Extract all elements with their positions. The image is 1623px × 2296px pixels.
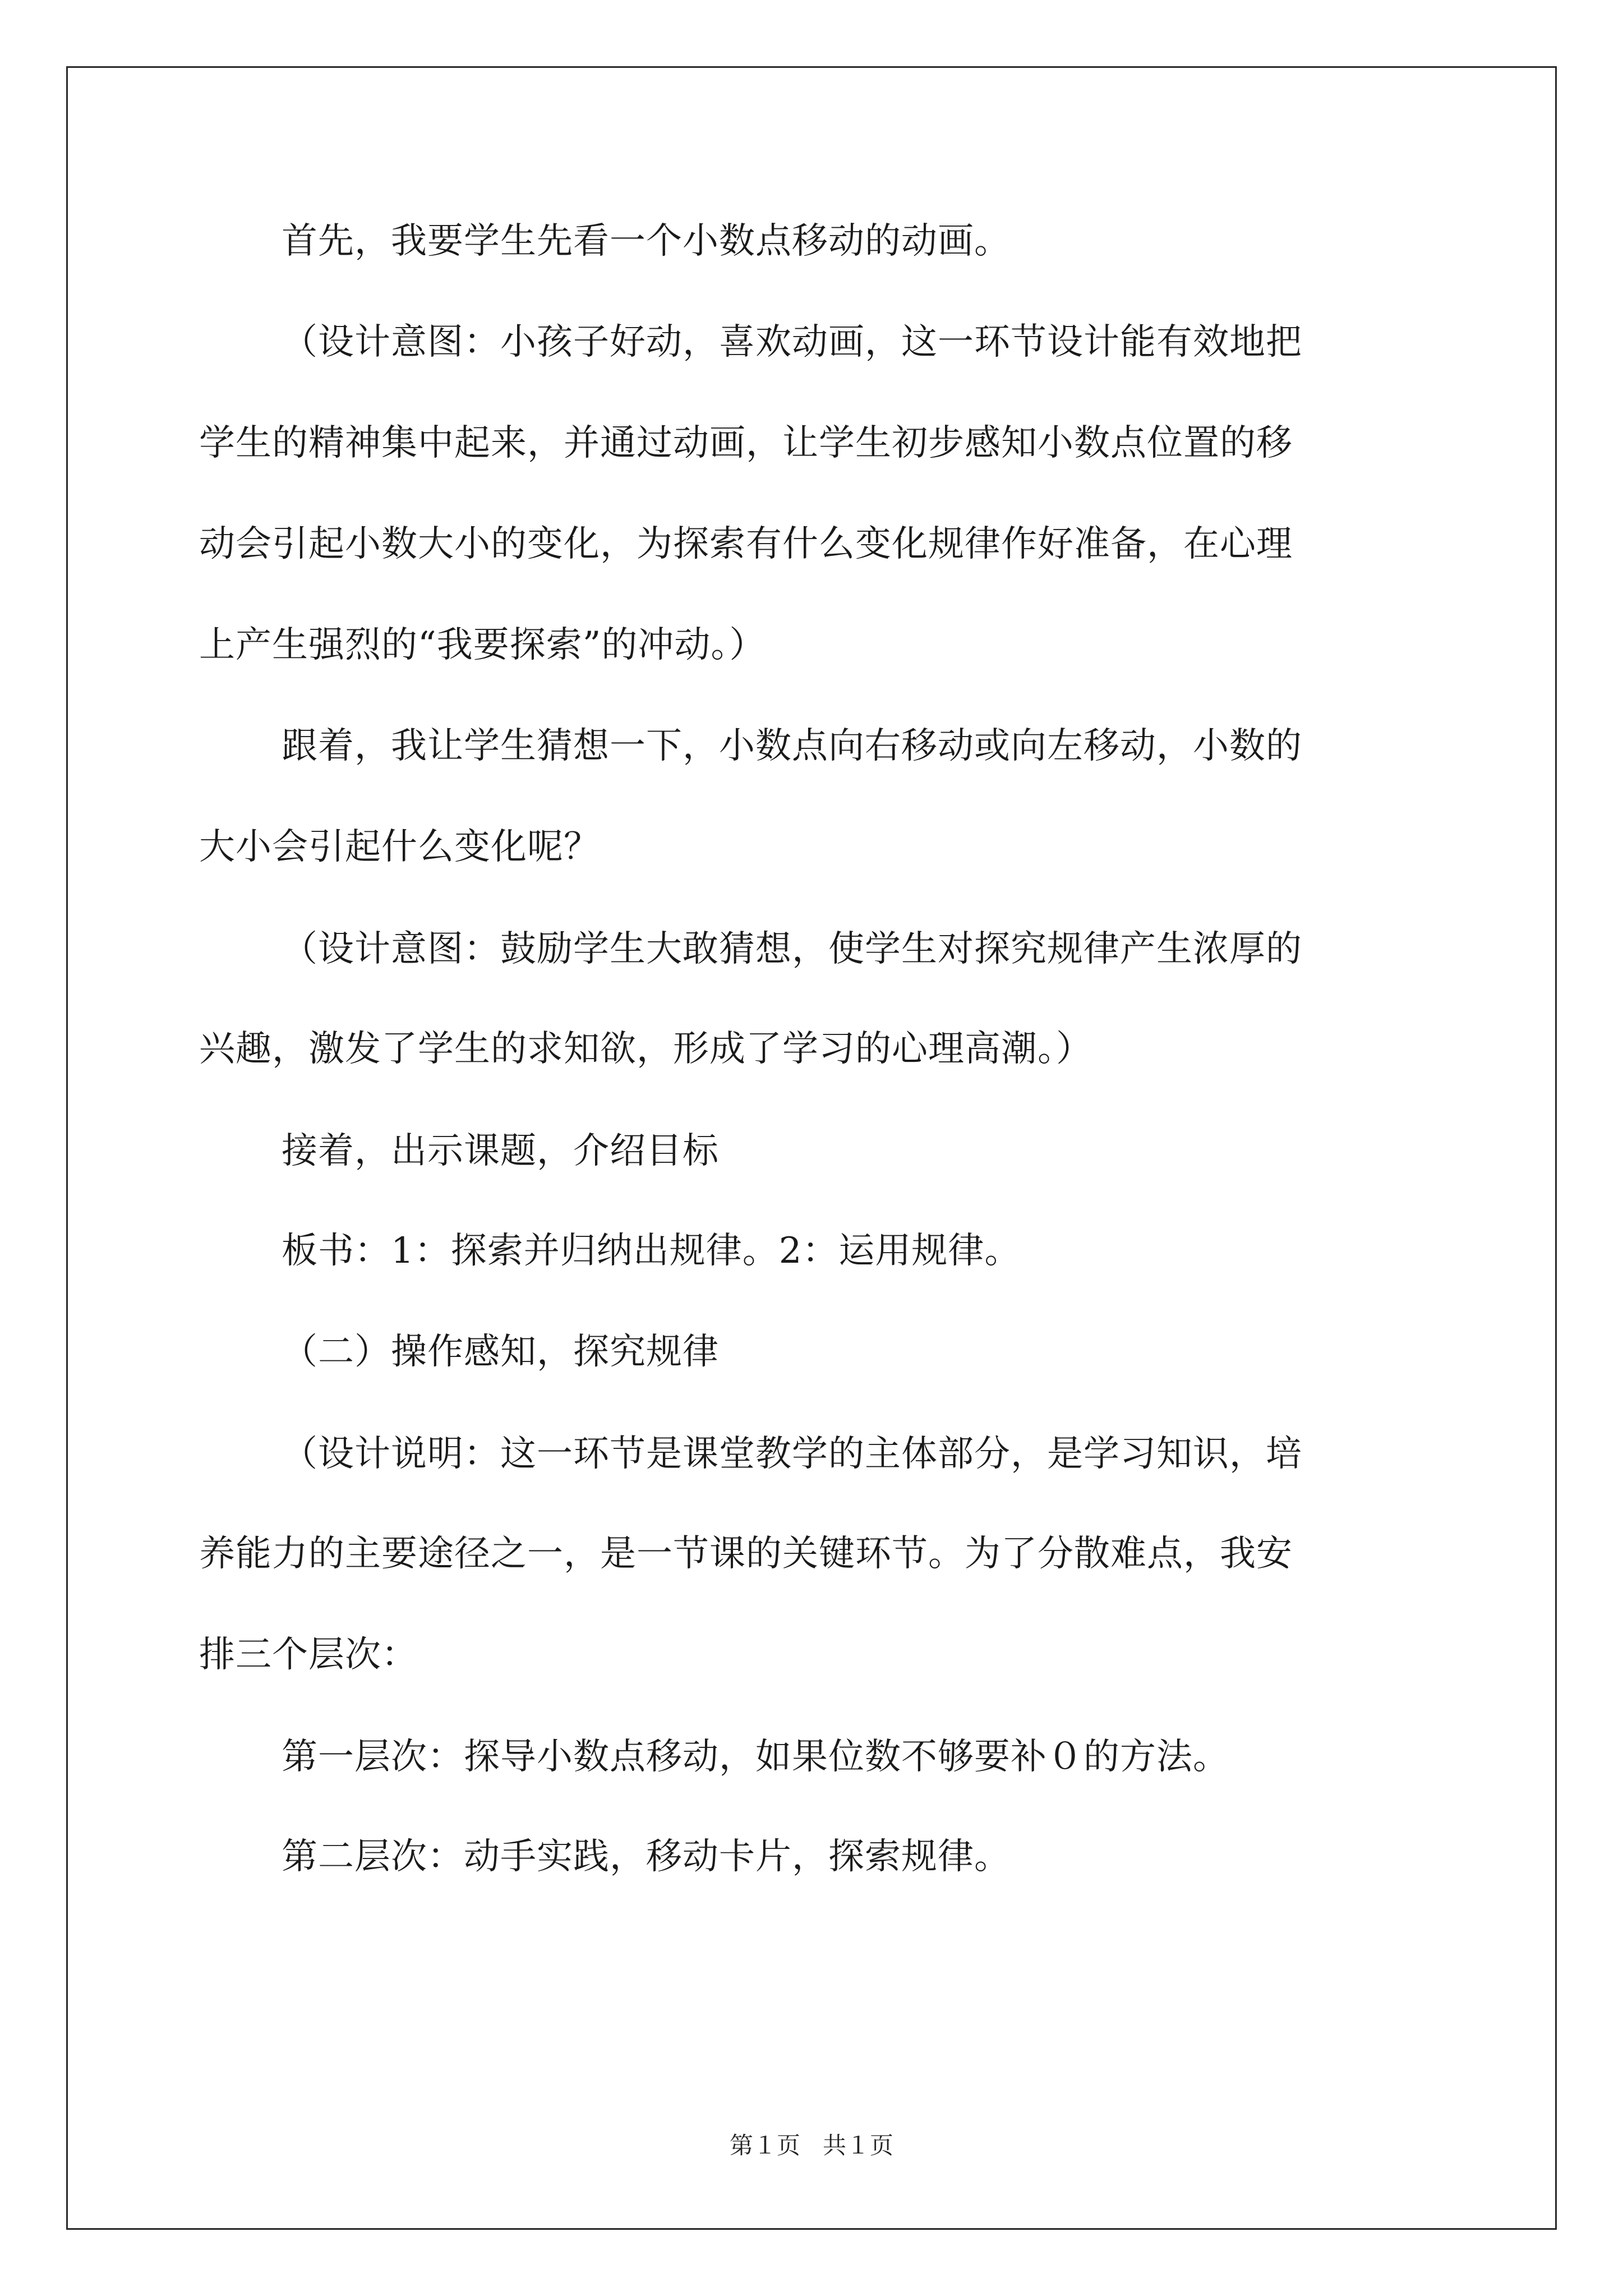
paragraph-line: 大小会引起什么变化呢？ xyxy=(199,826,600,868)
paragraph-line: 跟着，我让学生猜想一下，小数点向右移动或向左移动，小数的 xyxy=(282,725,1302,767)
paragraph-line: 养能力的主要途径之一，是一节课的关键环节。为了分散难点，我安 xyxy=(199,1533,1293,1575)
paragraph-line: 首先，我要学生先看一个小数点移动的动画。 xyxy=(282,220,1011,262)
paragraph-line: 学生的精神集中起来，并通过动画，让学生初步感知小数点位置的移 xyxy=(199,422,1293,464)
paragraph-line: （设计说明：这一环节是课堂教学的主体部分，是学习知识，培 xyxy=(282,1433,1302,1475)
paragraph-line: 板书：1：探索并归纳出规律。2：运用规律。 xyxy=(282,1230,1021,1272)
section-heading: （二）操作感知，探究规律 xyxy=(282,1331,719,1373)
paragraph-line: 排三个层次： xyxy=(199,1634,418,1676)
paragraph-line: 第一层次：探导小数点移动，如果位数不够要补０的方法。 xyxy=(282,1736,1229,1778)
paragraph-line: 上产生强烈的“我要探索”的冲动。） xyxy=(199,624,766,666)
paragraph-line: （设计意图：小孩子好动，喜欢动画，这一环节设计能有效地把 xyxy=(282,321,1302,363)
paragraph-line: 动会引起小数大小的变化，为探索有什么变化规律作好准备，在心理 xyxy=(199,523,1293,565)
paragraph-line: 第二层次：动手实践，移动卡片，探索规律。 xyxy=(282,1836,1011,1878)
page-number: 第１页 xyxy=(729,2132,800,2159)
page-total: 共１页 xyxy=(823,2132,894,2159)
page-footer xyxy=(0,2132,1623,2160)
paragraph-line: 接着，出示课题，介绍目标 xyxy=(282,1130,719,1172)
paragraph-line: （设计意图：鼓励学生大敢猜想，使学生对探究规律产生浓厚的 xyxy=(282,928,1302,970)
paragraph-line: 兴趣，激发了学生的求知欲，形成了学习的心理高潮。） xyxy=(199,1028,1092,1070)
